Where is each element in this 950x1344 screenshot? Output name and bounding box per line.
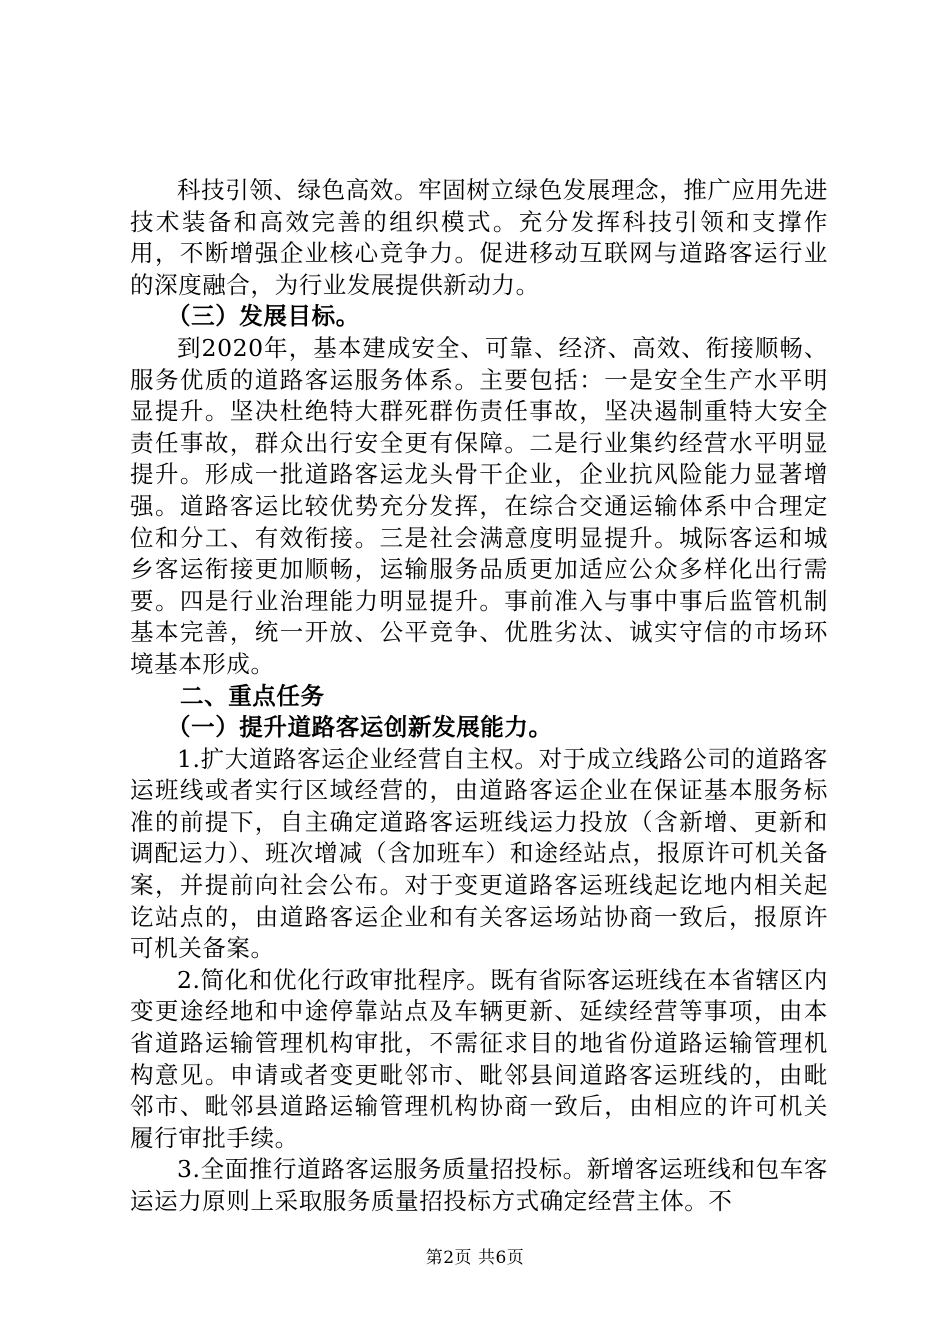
document-body (130, 175, 828, 1218)
paragraph-task-2: 2.简化和优化行政审批程序。既有省际客运班线在本省辖区内变更途经地和中途停靠站点及车辆更新、延续经营等事项，由本省道路运输管理机构审批，不需征求目的地省份道路运输管理机构意见。申请或者变更毗邻市、毗邻县间道路客运班线的，由毗邻市、毗邻县道路运输管理机构协商一致后，由相应的许可机关履行审批手续。 (130, 965, 828, 1152)
heading-development-goals: （三）发展目标。 (167, 302, 360, 331)
paragraph-goals-2020: 到2020年，基本建成安全、可靠、经济、高效、衔接顺畅、服务优质的道路客运服务体系。主要包括：一是安全生产水平明显提升。坚决杜绝特大群死群伤责任事故，坚决遏制重特大安全责任事故，群众出行安全更有保障。二是行业集约经营水平明显提升。形成一批道路客运龙头骨干企业，企业抗风险能力显著增强。道路客运比较优势充分发挥，在综合交通运输体系中合理定位和分工、有效衔接。三是社会满意度明显提升。城际客运和城乡客运衔接更加顺畅，运输服务品质更加适应公众多样化出行需要。四是行业治理能力明显提升。事前准入与事中事后监管机制基本完善，统一开放、公平竞争、优胜劣汰、诚实守信的市场环境基本形成。 (130, 333, 828, 678)
heading-key-tasks: 二、重点任务 (180, 681, 325, 710)
paragraph-tech-green: 科技引领、绿色高效。牢固树立绿色发展理念，推广应用先进技术装备和高效完善的组织模式。充分发挥科技引领和支撑作用，不断增强企业核心竞争力。促进移动互联网与道路客运行业的深度融合，为行业发展提供新动力。 (130, 176, 828, 299)
paragraph-task-1: 1.扩大道路客运企业经营自主权。对于成立线路公司的道路客运班线或者实行区域经营的，由道路客运企业在保证基本服务标准的前提下，自主确定道路客运班线运力投放（含新增、更新和调配运力）、班次增减（含加班车）和途经站点，报原许可机关备案，并提前向社会公布。对于变更道路客运班线起讫地内相关起讫站点的，由道路客运企业和有关客运场站协商一致后，报原许可机关备案。 (130, 744, 828, 963)
page-number-footer: 第2页 共6页 (425, 1248, 525, 1268)
heading-innovation-capacity: （一）提升道路客运创新发展能力。 (167, 713, 553, 742)
paragraph-task-3: 3.全面推行道路客运服务质量招投标。新增客运班线和包车客运运力原则上采取服务质量招投标方式确定经营主体。不 (130, 1155, 828, 1215)
